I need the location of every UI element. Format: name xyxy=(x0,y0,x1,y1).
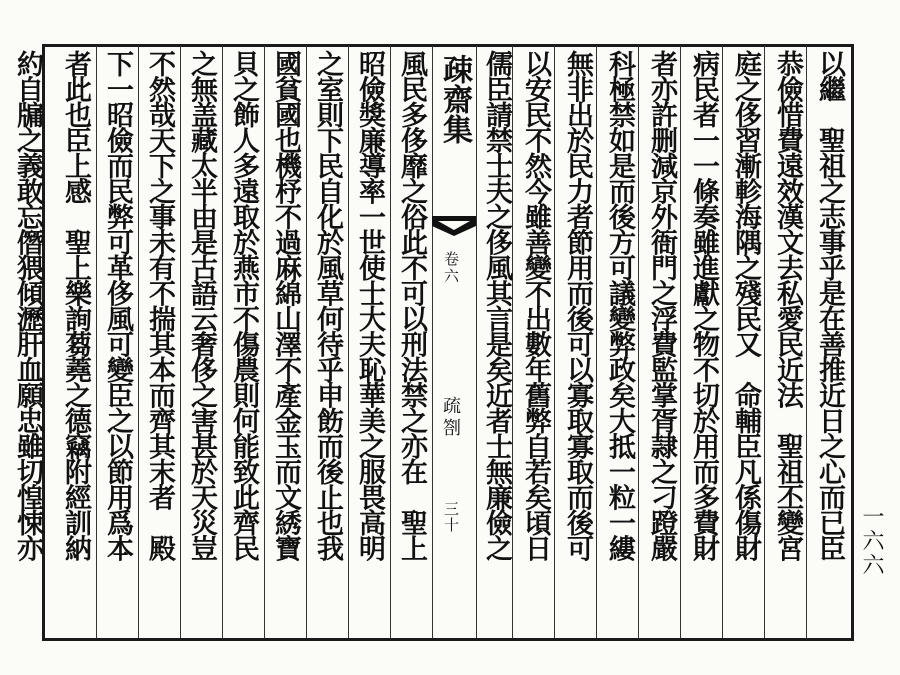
column-rule xyxy=(138,46,139,638)
column-rule xyxy=(180,46,181,638)
text-column: 之室則下民自化於風草何待乎申飭而後止也我 xyxy=(312,50,343,560)
text-column: 下一昭儉而民弊可革侈風可變臣之以節用爲本 xyxy=(102,50,133,560)
text-column: 昭儉獎廉導率一世使士大夫恥華美之服畏高明 xyxy=(354,50,385,560)
column-rule xyxy=(596,46,597,638)
column-rule xyxy=(390,46,391,638)
text-column: 約自牖之義敢忘僭猥傾瀝肝血願忠雖切惶悚亦 xyxy=(12,50,43,560)
text-column: 國貧國也機杼不過麻綿山澤不產金玉而文綉寶 xyxy=(270,50,301,560)
text-column: 者此也臣上感 聖上樂詢蒭蕘之德竊附經訓納 xyxy=(60,50,91,560)
fishtail-ornament-icon xyxy=(432,212,476,242)
section-label: 疏劄 xyxy=(440,396,461,440)
column-rule xyxy=(638,46,639,638)
book-title: 疎齋集 xyxy=(437,54,472,144)
text-column: 恭儉惜費遠效漢文去私愛民近法 聖祖丕變宮 xyxy=(772,50,803,560)
text-column: 無非出於民力者節用而後可以寡取寡取而後可 xyxy=(562,50,593,560)
text-column: 之無盖藏太半由是古語云奢侈之害甚於天災豈 xyxy=(186,50,217,560)
text-column: 不然哉天下之事未有不揣其本而齊其末者 殿 xyxy=(144,50,175,560)
text-column: 科極禁如是而後方可議變弊政矣大抵一粒一縷 xyxy=(604,50,635,560)
text-column: 庭之侈習漸軫海隅之殘民又 命輔臣凡係傷財 xyxy=(730,50,761,560)
column-rule xyxy=(96,46,97,638)
column-rule xyxy=(222,46,223,638)
volume-label: 卷六 xyxy=(442,251,460,285)
page-number: 一六六 xyxy=(859,505,884,577)
center-fold-strip xyxy=(432,46,476,638)
column-rule xyxy=(806,46,807,638)
column-rule xyxy=(476,46,477,638)
text-column: 貝之飾人多遠取於燕市不傷農則何能致此齊民 xyxy=(228,50,259,560)
text-column: 風民多侈靡之俗此不可以刑法禁之亦在 聖上 xyxy=(396,50,427,560)
text-column: 以安民不然今雖善變不出數年舊弊自若矣頃日 xyxy=(520,50,551,560)
text-column: 者亦許删減京外衙門之浮費監掌胥隷之刁蹬嚴 xyxy=(646,50,677,560)
text-column: 以繼 聖祖之志事乎是在善推近日之心而已臣 xyxy=(814,50,845,560)
column-rule xyxy=(306,46,307,638)
column-rule xyxy=(764,46,765,638)
leaf-number: 三十 xyxy=(442,501,460,533)
column-rule xyxy=(348,46,349,638)
column-rule xyxy=(680,46,681,638)
column-rule xyxy=(554,46,555,638)
text-column: 病民者一一條奏雖進獻之物不切於用而多費財 xyxy=(688,50,719,560)
text-column: 儒臣請禁士夫之侈風其言是矣近者士無廉儉之 xyxy=(481,50,512,560)
column-rule xyxy=(722,46,723,638)
column-rule xyxy=(264,46,265,638)
